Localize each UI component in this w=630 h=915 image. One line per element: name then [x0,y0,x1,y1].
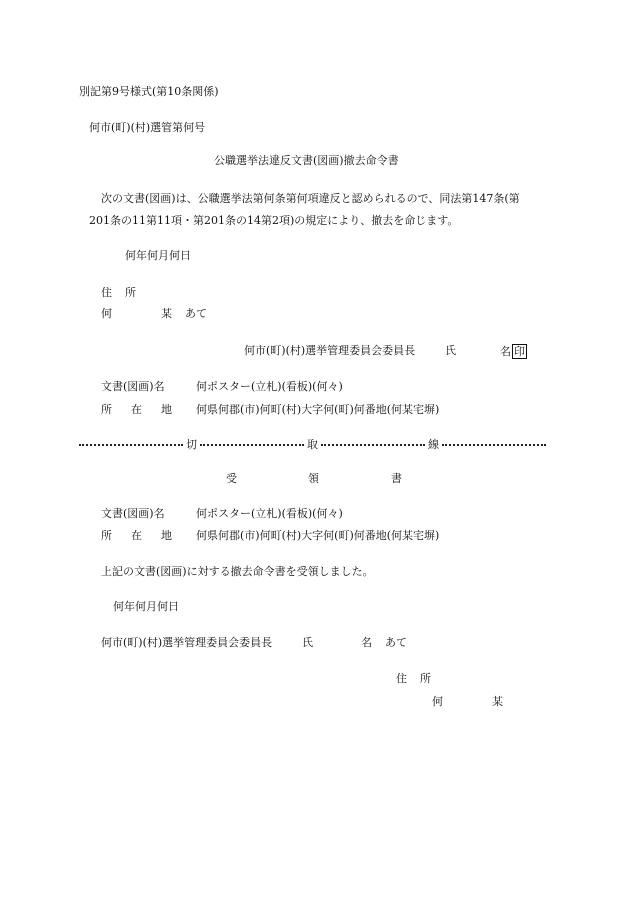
signer-name-1: 何 [432,695,443,708]
recipient-suffix: あて [385,636,407,649]
signer-address-label-2: 所 [420,672,431,685]
addressee-name-1: 何 [101,307,112,320]
receipt-doc-value: 何ポスター(立札)(看板)(何々) [196,507,343,520]
recipient-title: 何市(町)(村)選挙管理委員会委員長 [101,636,273,649]
item-location-label-1: 所 [101,403,112,416]
receipt-location-label-2: 在 [131,529,142,542]
receipt-title-3: 書 [391,472,402,485]
cut-line-dots [321,444,425,446]
issuer-title: 何市(町)(村)選挙管理委員会委員長 [244,344,416,357]
issuer-name-1: 氏 [445,344,456,357]
issuer-name-and-seal [500,344,527,359]
item-location-label-2: 在 [131,403,142,416]
signer-address-label-1: 住 [396,672,407,685]
receipt-statement: 上記の文書(図画)に対する撤去命令書を受領しました。 [101,565,374,578]
receipt-date: 何年何月何日 [113,600,179,613]
recipient-name-1: 氏 [302,636,313,649]
addressee-address-label-2: 所 [125,286,136,299]
issue-date: 何年何月何日 [125,249,191,262]
form-label: 別記第9号様式(第10条関係) [79,85,219,98]
cut-line-char-3: 線 [428,437,439,451]
body-text-line-1: 次の文書(図画)は、公職選挙法第何条第何項違反と認められるので、同法第147条(第 [101,192,520,205]
receipt-title-1: 受 [226,472,237,485]
cut-line-dots [200,444,304,446]
document-title: 公職選挙法違反文書(図画)撤去命令書 [214,154,399,167]
cut-line [79,437,546,451]
receipt-doc-label: 文書(図画)名 [101,507,165,520]
addressee-address-label-1: 住 [101,286,112,299]
signer-name-2: 某 [492,695,503,708]
item-location-value: 何県何郡(市)何町(村)大字何(町)何番地(何某宅塀) [196,403,440,416]
body-text-line-2: 201条の11第11項・第201条の14第2項)の規定により、撤去を命じます。 [89,214,459,227]
cut-line-char-1: 切 [186,437,197,451]
item-doc-label: 文書(図画)名 [101,380,165,393]
cut-line-dots [442,444,546,446]
document-number: 何市(町)(村)選管第何号 [89,121,206,134]
addressee-suffix: あて [185,307,207,320]
recipient-name-2: 名 [361,636,372,649]
item-doc-value: 何ポスター(立札)(看板)(何々) [196,380,343,393]
cut-line-char-2: 取 [307,437,318,451]
receipt-location-label-3: 地 [161,529,172,542]
receipt-location-label-1: 所 [101,529,112,542]
cut-line-dots [79,444,183,446]
seal-mark: 印 [514,345,525,358]
item-location-label-3: 地 [161,403,172,416]
issuer-name-2: 名 [500,345,511,358]
receipt-location-value: 何県何郡(市)何町(村)大字何(町)何番地(何某宅塀) [196,529,440,542]
receipt-title-2: 領 [308,472,319,485]
addressee-name-2: 某 [161,307,172,320]
